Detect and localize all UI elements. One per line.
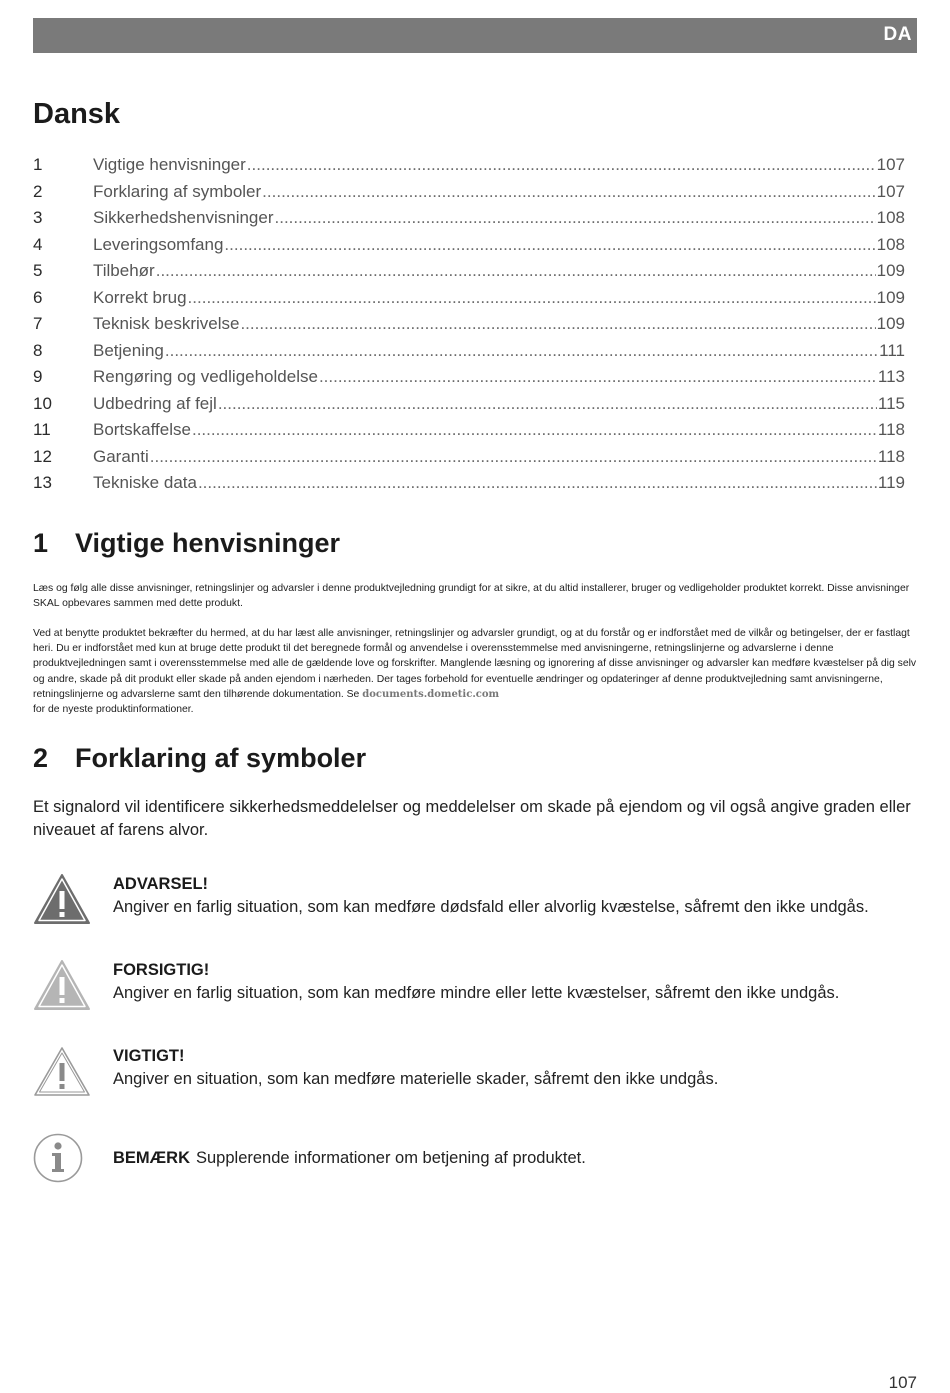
toc-page-number: 111 [879, 340, 905, 360]
toc-label: Korrekt brug [93, 287, 187, 307]
warning-triangle-dark-icon [33, 873, 91, 925]
toc-number: 9 [33, 367, 43, 386]
toc-entry[interactable] [33, 235, 905, 262]
toc-entry[interactable] [33, 261, 905, 288]
toc-entry[interactable] [33, 447, 905, 474]
toc-page-number: 109 [876, 287, 905, 307]
toc-label: Leveringsomfang [93, 234, 224, 254]
toc-page-number: 113 [877, 367, 905, 386]
toc-leader-dots [188, 288, 876, 308]
toc-entry[interactable] [33, 420, 905, 447]
section-1-heading [33, 528, 340, 559]
paragraph-text: Ved at benytte produktet bekræfter du hermed, at du har læst alle anvisninger, retningslinjer og advarsler grundigt, og at du forstår og er indforstået med de vilkår og betingelser, der er fastlagt heri. Du er indforstået med kun at bruge dette produkt til det beregnede formål og anvendelse i overensstemmelse med anvisningerne, retningslinjerne og advarslerne i denne produktvejledningen samt i overensstemmelse med alle de gældende love og forskrifter. Manglende læsning og ignorering af disse anvisninger og advarsler kan medføre kvæstelser på dig selv og andre, skade på dit produkt eller skade på anden ejendom i nærheden. Der tages forbehold for eventuelle ændringer og opdateringer af denne produktvejledning samt anvisningerne, retningslinjerne og advarslerne samt den tilhørende dokumentation. Se [33, 628, 917, 700]
section-1-paragraph-2 [33, 626, 918, 717]
signal-word: BEMÆRK [113, 1149, 190, 1167]
toc-entry[interactable] [33, 367, 905, 394]
toc-leader-dots [192, 420, 877, 440]
toc-page-number: 107 [876, 155, 905, 174]
header-bar [33, 18, 917, 53]
section-title: Forklaring af symboler [75, 743, 367, 773]
toc-page-number: 118 [877, 420, 905, 439]
toc-entry[interactable] [33, 341, 905, 368]
toc-page-number: 108 [876, 208, 905, 227]
section-number: 2 [33, 743, 49, 773]
signal-word: ADVARSEL! [113, 875, 209, 893]
toc-number: 6 [33, 287, 43, 307]
toc-entry[interactable] [33, 473, 905, 500]
toc-label: Rengøring og vedligeholdelse [93, 367, 318, 386]
toc-label: Betjening [93, 340, 164, 360]
toc-leader-dots [247, 155, 876, 175]
toc-entry[interactable] [33, 208, 905, 235]
toc-number: 2 [33, 181, 43, 201]
toc-page-number: 119 [877, 473, 905, 492]
signal-word: VIGTIGT! [113, 1047, 185, 1065]
toc-leader-dots [218, 394, 877, 414]
warning-triangle-outline-icon [33, 1045, 91, 1097]
table-of-contents [33, 155, 905, 500]
toc-number: 7 [33, 314, 43, 333]
toc-page-number: 109 [876, 261, 905, 280]
toc-entry[interactable] [33, 288, 905, 315]
toc-entry[interactable] [33, 182, 905, 209]
toc-leader-dots [275, 208, 876, 228]
language-code: DA [883, 24, 912, 45]
toc-label: Sikkerhedshenvisninger [93, 208, 274, 227]
toc-leader-dots [156, 261, 876, 281]
toc-leader-dots [240, 314, 875, 334]
toc-entry[interactable] [33, 394, 905, 421]
toc-number: 12 [33, 446, 52, 466]
section-2-intro: Et signalord vil identificere sikkerhedsmeddelelser og meddelelser om skade på ejendom og vil også angive graden eller niveauet af farens alvor. [33, 798, 911, 839]
toc-number: 8 [33, 340, 43, 360]
toc-number: 10 [33, 393, 52, 413]
toc-label: Tilbehør [93, 261, 155, 280]
toc-page-number: 115 [877, 393, 905, 413]
warning-triangle-light-icon [33, 959, 91, 1011]
signal-description: Supplerende informationer om betjening af produktet. [196, 1149, 586, 1167]
toc-leader-dots [165, 341, 878, 361]
toc-number: 1 [33, 155, 43, 174]
toc-label: Forklaring af symboler [93, 181, 262, 201]
toc-label: Vigtige henvisninger [93, 155, 246, 174]
toc-entry[interactable] [33, 155, 905, 182]
toc-leader-dots [198, 473, 877, 493]
section-2-heading [33, 743, 366, 774]
signal-description: Angiver en situation, som kan medføre materielle skader, såfremt den ikke undgås. [113, 1070, 719, 1088]
toc-label: Garanti [93, 446, 149, 466]
toc-label: Udbedring af fejl [93, 393, 217, 413]
section-1-paragraph-1: Læs og følg alle disse anvisninger, retningslinjer og advarsler i denne produktvejledning grundigt for at sikre, at du altid installerer, bruger og vedligeholder produktet korrekt. Disse anvisninger SKAL opbevares sammen med dette produkt. [33, 583, 910, 610]
paragraph-end: for de nyeste produktinformationer. [33, 704, 194, 716]
section-number: 1 [33, 528, 49, 558]
toc-number: 11 [33, 420, 51, 439]
toc-leader-dots [262, 182, 875, 202]
section-title: Vigtige henvisninger [75, 528, 341, 558]
toc-page-number: 109 [876, 314, 905, 333]
toc-leader-dots [319, 367, 877, 387]
toc-page-number: 118 [877, 446, 905, 466]
signal-description: Angiver en farlig situation, som kan medføre dødsfald eller alvorlig kvæstelse, såfremt den ikke undgås. [113, 898, 869, 916]
document-title: Dansk [33, 98, 121, 130]
toc-number: 13 [33, 473, 52, 492]
toc-entry[interactable] [33, 314, 905, 341]
toc-label: Tekniske data [93, 473, 197, 492]
toc-number: 3 [33, 208, 43, 227]
signal-word: FORSIGTIG! [113, 961, 210, 979]
toc-leader-dots [150, 447, 877, 467]
documentation-link[interactable]: documents.dometic.com [362, 688, 500, 700]
page-number: 107 [888, 1373, 917, 1392]
toc-number: 5 [33, 261, 43, 280]
toc-number: 4 [33, 234, 43, 254]
info-circle-icon [33, 1133, 91, 1185]
toc-label: Teknisk beskrivelse [93, 314, 240, 333]
toc-page-number: 107 [876, 181, 905, 201]
toc-leader-dots [224, 235, 875, 255]
signal-description: Angiver en farlig situation, som kan medføre mindre eller lette kvæstelser, såfremt den ikke undgås. [113, 984, 840, 1002]
toc-page-number: 108 [876, 234, 905, 254]
toc-label: Bortskaffelse [93, 420, 191, 439]
